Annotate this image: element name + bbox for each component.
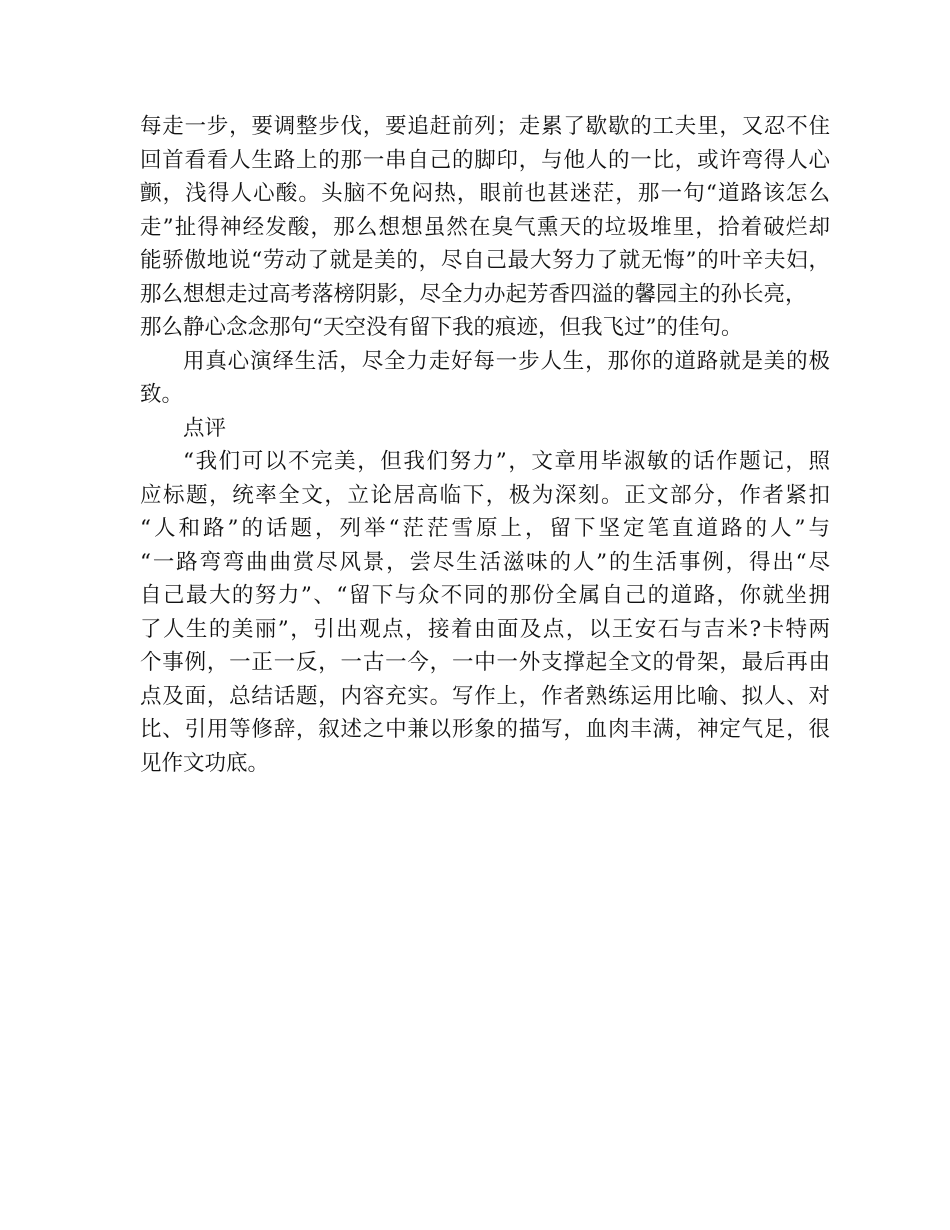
text-line: 用真心演绎生活，尽全力走好每一步人生，那你的道路就是美的极: [183, 348, 830, 374]
text-line: 那么想想走过高考落榜阴影，尽全力办起芳香四溢的馨园主的孙长亮，: [140, 281, 807, 307]
text-line: “一路弯弯曲曲赏尽风景，尝尽生活滋味的人”的生活事例，得出“尽: [140, 549, 830, 575]
text-line: “人和路”的话题，列举“茫茫雪原上，留下坚定笔直道路的人”与: [140, 516, 830, 541]
text-line: 每走一步，要调整步伐，要追赶前列；走累了歇歇的工夫里，又忍不住: [140, 114, 830, 139]
text-line: 了人生的美丽”，引出观点，接着由面及点，以王安石与吉米?卡特两: [140, 616, 830, 642]
section-heading-comment: 点评: [183, 415, 227, 441]
text-line: 那么静心念念那句“天空没有留下我的痕迹，但我飞过”的佳句。: [140, 315, 743, 340]
text-line: 应标题，统率全文，立论居高临下，极为深刻。正文部分，作者紧扣: [140, 482, 830, 508]
text-line: 致。: [140, 382, 184, 407]
text-line: 自己最大的努力”、“留下与众不同的那份全属自己的道路，你就坐拥: [140, 583, 830, 608]
text-line: “我们可以不完美，但我们努力”，文章用毕淑敏的话作题记，照: [183, 449, 830, 474]
text-line: 个事例，一正一反，一古一今，一中一外支撑起全文的骨架，最后再由: [140, 650, 830, 675]
text-line: 颤，浅得人心酸。头脑不免闷热，眼前也甚迷茫，那一句“道路该怎么: [140, 181, 830, 206]
text-line: 见作文功底。: [140, 750, 270, 776]
document-body: [140, 110, 830, 780]
text-line: 点及面，总结话题，内容充实。写作上，作者熟练运用比喻、拟人、对: [140, 683, 830, 709]
text-line: 走”扯得神经发酸，那么想想虽然在臭气熏天的垃圾堆里，拾着破烂却: [140, 214, 830, 240]
text-line: 比、引用等修辞，叙述之中兼以形象的描写，血肉丰满，神定气足，很: [140, 717, 830, 742]
text-line: 回首看看人生路上的那一串自己的脚印，与他人的一比，或许弯得人心: [140, 147, 830, 173]
text-line: 能骄傲地说“劳动了就是美的，尽自己最大努力了就无悔”的叶辛夫妇，: [140, 248, 830, 273]
